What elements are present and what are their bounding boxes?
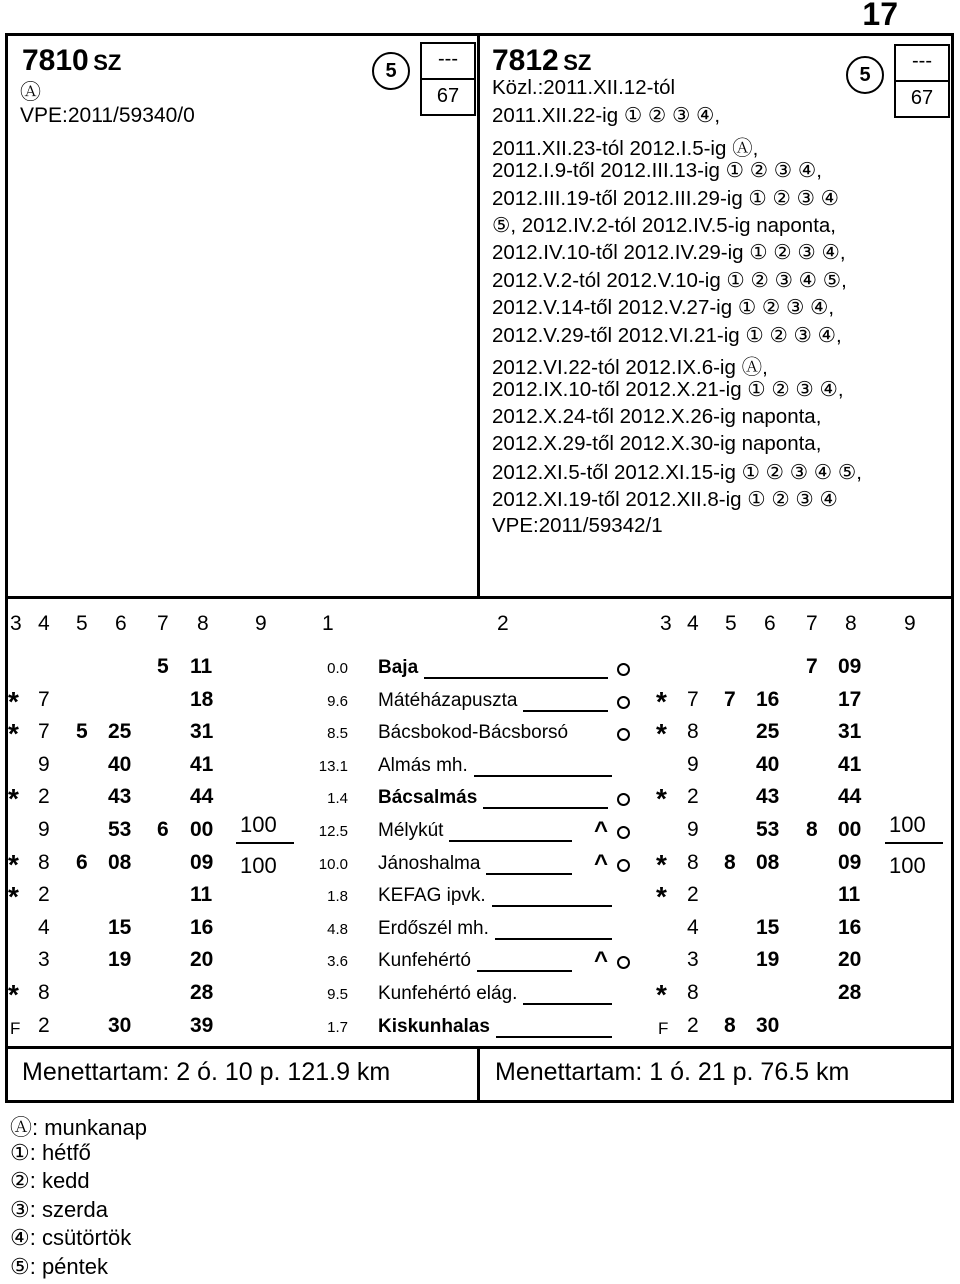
left-hour-bold: 6 (157, 818, 169, 841)
validity-line: 2012.I.9-től 2012.III.13-ig ① ② ③ ④, (492, 159, 822, 183)
right-minute: 16 (756, 687, 780, 711)
right-total-top: 100 (889, 812, 926, 837)
column-header: 1 (322, 612, 334, 635)
left-minute: 15 (108, 915, 132, 939)
right-minute: 17 (838, 687, 862, 711)
left-minute: 19 (108, 948, 132, 972)
left-box-bottom: 67 (436, 85, 460, 107)
legend-item: ①: hétfő (10, 1139, 91, 1165)
stop-marker (617, 728, 630, 741)
right-hour: 2 (687, 785, 699, 809)
right-circle-code: 5 (846, 56, 884, 94)
right-hour: 8 (687, 720, 699, 744)
column-header: 6 (764, 612, 776, 635)
validity-line: 2012.V.29-től 2012.VI.21-ig ① ② ③ ④, (492, 323, 842, 347)
left-total-divider (236, 842, 294, 844)
right-mark-f: F (658, 1018, 669, 1038)
right-mark-star: * (656, 848, 667, 880)
right-box-bottom: 67 (910, 87, 934, 109)
column-header: 9 (904, 612, 916, 635)
validity-line: 2012.V.14-től 2012.V.27-ig ① ② ③ ④, (492, 296, 835, 320)
right-minute: 09 (838, 655, 862, 678)
left-hour-bold: 5 (157, 655, 169, 678)
left-mark-star: * (8, 718, 19, 750)
right-minute: 08 (756, 850, 780, 874)
legend-item: ⑤: péntek (10, 1254, 109, 1279)
station-leader-line (492, 905, 612, 907)
station-leader-line (486, 873, 572, 875)
column-header: 3 (660, 612, 672, 635)
left-train-header (22, 44, 121, 78)
station-km: 9.5 (327, 986, 348, 1003)
right-mark-star: * (656, 979, 667, 1010)
left-minute: 39 (190, 1013, 214, 1037)
right-train-header (492, 44, 591, 78)
left-minute: 09 (190, 850, 214, 874)
right-minute: 31 (838, 720, 862, 744)
left-day-symbol: Ⓐ (20, 81, 41, 104)
frame-right (951, 33, 954, 1103)
left-mark-f: F (10, 1018, 21, 1038)
left-mark-star: * (8, 685, 19, 717)
stop-marker (617, 956, 630, 969)
legend-item: ②: kedd (10, 1168, 90, 1194)
left-minute: 25 (108, 720, 132, 744)
station-km: 8.5 (327, 725, 348, 743)
right-mark-star: * (656, 881, 667, 913)
left-minute: 08 (108, 850, 132, 874)
right-minute: 15 (756, 915, 780, 939)
right-total-divider (885, 842, 943, 844)
right-hour: 4 (687, 915, 699, 939)
right-minute: 40 (756, 752, 780, 776)
validity-line: 2012.VI.22-tól 2012.IX.6-ig Ⓐ, (492, 356, 768, 379)
station-km: 10.0 (318, 855, 348, 873)
stop-marker (617, 826, 630, 839)
left-hour: 8 (38, 850, 50, 874)
duration-divider (477, 1046, 480, 1102)
left-minute: 16 (190, 915, 214, 939)
right-minute: 00 (838, 818, 862, 841)
validity-line: 2012.XI.5-től 2012.XI.15-ig ① ② ③ ④ ⑤, (492, 460, 862, 484)
column-header: 4 (687, 612, 699, 635)
left-mark-star: * (8, 881, 19, 913)
left-hour: 9 (38, 752, 50, 776)
station-name: Kunfehértó elág. (378, 983, 518, 1004)
stop-marker (617, 859, 630, 872)
right-hour-bold: 8 (806, 818, 818, 841)
stop-marker (617, 696, 630, 709)
legend-item: ④: csütörtök (10, 1225, 132, 1251)
station-leader-line (474, 775, 612, 777)
right-minute: 20 (838, 948, 862, 972)
station-name: Erdőszél mh. (378, 917, 489, 939)
validity-line: Közl.:2011.XII.12-tól (492, 76, 676, 99)
right-minute: 16 (838, 915, 862, 939)
left-minute: 11 (190, 655, 213, 678)
left-minute: 43 (108, 785, 132, 809)
column-header: 8 (197, 612, 209, 635)
right-hour: 9 (687, 818, 699, 841)
station-km: 3.6 (327, 953, 348, 971)
right-hour-bold: 8 (724, 1013, 736, 1037)
left-hour: 2 (38, 785, 50, 809)
station-leader-line (483, 807, 608, 809)
left-duration: Menettartam: 2 ó. 10 p. 121.9 km (22, 1058, 391, 1086)
station-name: Bácsbokod-Bácsborsó (378, 722, 569, 744)
header-divider-vertical (477, 33, 480, 597)
right-hour: 3 (687, 948, 699, 972)
right-hour: 9 (687, 752, 699, 776)
station-km: 1.4 (327, 790, 348, 808)
validity-line: VPE:2011/59342/1 (492, 514, 663, 538)
frame-left (5, 33, 8, 1103)
left-minute: 31 (190, 720, 214, 744)
right-duration: Menettartam: 1 ó. 21 p. 76.5 km (495, 1058, 850, 1086)
right-minute: 53 (756, 818, 780, 841)
column-header: 5 (76, 612, 88, 635)
left-circle-code: 5 (372, 52, 410, 90)
right-minute: 11 (838, 883, 861, 907)
left-mark-star: * (8, 783, 19, 815)
left-minute: 11 (190, 883, 213, 907)
left-minute: 28 (190, 981, 214, 1004)
left-minute: 41 (190, 752, 214, 776)
station-name: Kunfehértó (378, 950, 471, 972)
right-minute: 25 (756, 720, 780, 744)
right-minute: 09 (838, 850, 862, 874)
validity-line: 2011.XII.22-ig ① ② ③ ④, (492, 104, 721, 128)
validity-line: 2012.III.19-től 2012.III.29-ig ① ② ③ ④ (492, 186, 840, 210)
right-hour-bold: 7 (806, 655, 818, 678)
left-minute: 53 (108, 818, 132, 841)
left-mark-star: * (8, 979, 19, 1010)
column-header: 9 (255, 612, 267, 635)
left-train-number: 7810 (22, 44, 89, 77)
left-minute: 30 (108, 1013, 132, 1037)
left-minute: 44 (190, 785, 214, 809)
left-total-bottom: 100 (240, 852, 277, 878)
left-code-box (420, 42, 476, 116)
station-leader-line (424, 677, 608, 679)
left-box-divider (422, 78, 474, 80)
validity-line: 2012.X.29-től 2012.X.30-ig naponta, (492, 432, 822, 456)
left-total-top: 100 (240, 812, 277, 837)
station-name: Mélykút (378, 820, 444, 841)
validity-line: 2012.V.2-tól 2012.V.10-ig ① ② ③ ④ ⑤, (492, 268, 847, 292)
left-hour: 8 (38, 981, 50, 1004)
column-header: 4 (38, 612, 50, 635)
header-divider-horizontal (5, 596, 954, 599)
left-minute: 00 (190, 818, 214, 841)
left-hour: 7 (38, 687, 50, 711)
right-minute: 19 (756, 948, 780, 972)
right-total-bottom: 100 (889, 852, 926, 878)
right-hour: 8 (687, 981, 699, 1004)
left-train-type: SZ (93, 50, 122, 75)
column-header: 7 (806, 612, 818, 635)
validity-line: ⑤, 2012.IV.2-tól 2012.IV.5-ig naponta, (492, 214, 836, 237)
left-hour: 9 (38, 818, 50, 841)
request-stop-icon: ^ (594, 849, 609, 877)
left-box-top: --- (438, 48, 458, 70)
station-name: Baja (378, 657, 419, 678)
right-minute: 28 (838, 981, 862, 1004)
station-name: Mátéházapuszta (378, 689, 518, 711)
right-minute: 30 (756, 1013, 780, 1037)
right-box-top: --- (912, 50, 932, 72)
right-hour-bold: 8 (724, 850, 736, 874)
left-hour: 2 (38, 883, 50, 907)
station-name: KEFAG ipvk. (378, 885, 486, 907)
right-minute: 44 (838, 785, 862, 809)
validity-line: 2012.X.24-től 2012.X.26-ig naponta, (492, 404, 822, 428)
station-name: Almás mh. (378, 754, 468, 776)
left-hour: 2 (38, 1013, 50, 1037)
left-minute: 40 (108, 752, 132, 776)
station-leader-line (523, 1003, 612, 1005)
left-minute: 20 (190, 948, 214, 972)
right-minute: 43 (756, 785, 780, 809)
request-stop-icon: ^ (594, 817, 609, 844)
stop-marker (617, 793, 630, 806)
right-hour: 2 (687, 1013, 699, 1037)
station-name: Kiskunhalas (378, 1015, 490, 1037)
request-stop-icon: ^ (594, 947, 609, 975)
station-leader-line (495, 938, 612, 940)
left-vpe: VPE:2011/59340/0 (20, 104, 195, 127)
station-km: 0.0 (327, 660, 348, 677)
station-km: 9.6 (327, 692, 348, 710)
station-km: 13.1 (318, 757, 348, 775)
right-minute: 41 (838, 752, 862, 776)
page-number: 17 (862, 0, 898, 32)
station-km: 1.7 (327, 1018, 348, 1036)
station-name: Jánoshalma (378, 852, 481, 874)
station-leader-line (496, 1036, 612, 1038)
station-km: 1.8 (327, 888, 348, 906)
station-leader-line (477, 970, 572, 972)
station-name: Bácsalmás (378, 787, 478, 809)
left-hour-bold: 5 (76, 720, 88, 744)
column-header: 6 (115, 612, 127, 635)
column-header: 7 (157, 612, 169, 635)
left-hour: 3 (38, 948, 50, 972)
validity-line: 2012.IV.10-től 2012.IV.29-ig ① ② ③ ④, (492, 241, 846, 265)
column-header: 5 (725, 612, 737, 635)
right-train-number: 7812 (492, 44, 559, 77)
left-hour-bold: 6 (76, 850, 88, 874)
left-mark-star: * (8, 848, 19, 880)
legend-item: ③: szerda (10, 1196, 108, 1222)
stop-marker (617, 663, 630, 676)
validity-line: 2011.XII.23-tól 2012.I.5-ig Ⓐ, (492, 136, 759, 160)
station-leader-line (449, 840, 572, 842)
right-mark-star: * (656, 718, 667, 750)
column-header: 3 (10, 612, 22, 635)
right-hour: 7 (687, 687, 699, 711)
validity-line: 2012.XI.19-től 2012.XII.8-ig ① ② ③ ④ (492, 488, 838, 511)
right-hour: 2 (687, 883, 699, 907)
column-header: 2 (497, 612, 509, 635)
legend-item: Ⓐ: munkanap (10, 1115, 147, 1140)
right-hour: 8 (687, 850, 699, 874)
left-minute: 18 (190, 687, 214, 711)
column-header: 8 (845, 612, 857, 635)
right-mark-star: * (656, 783, 667, 815)
right-train-type: SZ (563, 50, 592, 75)
right-box-divider (896, 80, 948, 82)
station-leader-line (523, 710, 608, 712)
validity-line: 2012.IX.10-től 2012.X.21-ig ① ② ③ ④, (492, 378, 844, 402)
right-mark-star: * (656, 685, 667, 717)
station-km: 4.8 (327, 920, 348, 938)
station-km: 12.5 (318, 823, 348, 840)
right-hour-bold: 7 (724, 687, 736, 711)
left-hour: 7 (38, 720, 50, 744)
right-code-box (894, 44, 950, 118)
left-hour: 4 (38, 915, 50, 939)
